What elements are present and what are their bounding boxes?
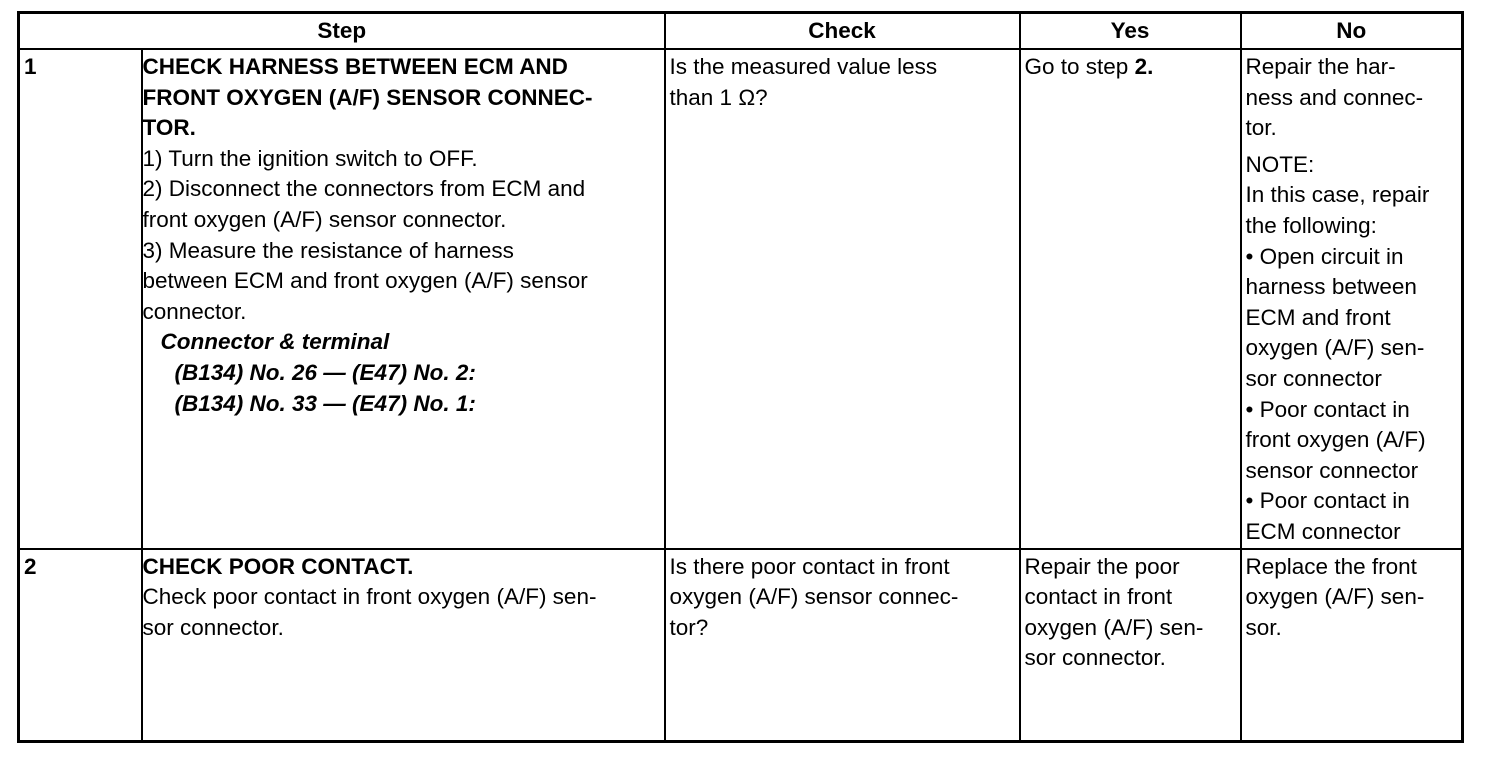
table-row: [19, 549, 1463, 742]
note-label: NOTE:: [1245, 151, 1315, 177]
header-yes: Yes: [1020, 13, 1241, 50]
step-description: [142, 549, 665, 742]
header-no: No: [1241, 13, 1463, 50]
header-check: Check: [665, 13, 1020, 50]
header-step: Step: [19, 13, 665, 50]
connector-terminal-line: (B134) No. 33 — (E47) No. 1:: [174, 390, 476, 416]
yes-cell: Go to step 2.: [1020, 49, 1241, 549]
step-title: CHECK HARNESS BETWEEN ECM AND FRONT OXYGEN (A/F) SENSOR CONNEC- TOR.: [142, 54, 593, 141]
diagnostic-table: [17, 11, 1464, 743]
step-number: 2: [19, 549, 142, 742]
step-instructions: 1) Turn the ignition switch to OFF. 2) Disconnect the connectors from ECM and front oxygen (A/F) sensor connector. 3) Measure the resistance of harness between ECM and front oxygen (A/F) sensor connector.: [142, 145, 588, 324]
step-reference: 2.: [1134, 54, 1154, 79]
step-description: [142, 49, 665, 549]
connector-terminal-line: (B134) No. 26 — (E47) No. 2:: [174, 359, 476, 385]
no-cell: Replace the front oxygen (A/F) sen- sor.: [1241, 549, 1463, 742]
connector-heading: Connector & terminal: [160, 329, 390, 355]
yes-cell: Repair the poor contact in front oxygen (A/F) sen- sor connector.: [1020, 549, 1241, 742]
table-row: [19, 49, 1463, 549]
bullet-item: • Poor contact in: [1245, 396, 1410, 422]
bullet-item: • Poor contact in: [1245, 488, 1410, 514]
note-text: In this case, repair the following: • Open circuit in harness between ECM and front oxygen (A/F) sen- sor connector • Poor contact in front oxygen (A/F) sensor connector • Poor contact in ECM connector: [1246, 180, 1458, 547]
step-instructions: Check poor contact in front oxygen (A/F) sen- sor connector.: [142, 584, 597, 640]
check-cell: Is there poor contact in front oxygen (A/F) sensor connec- tor?: [665, 549, 1020, 742]
header-row: [19, 13, 1463, 50]
check-cell: Is the measured value less than 1 Ω?: [665, 49, 1020, 549]
bullet-item: • Open circuit in: [1245, 243, 1404, 269]
no-cell: Repair the har- ness and connec- tor. NOTE: In this case, repair the following: • Open circuit in harness between ECM and front oxygen (A/F) sen- sor connector • Poor contact in front oxygen (A/F) sensor connector • Poor contact in ECM connector: [1241, 49, 1463, 549]
step-number: 1: [19, 49, 142, 549]
step-title: CHECK POOR CONTACT.: [142, 553, 414, 579]
